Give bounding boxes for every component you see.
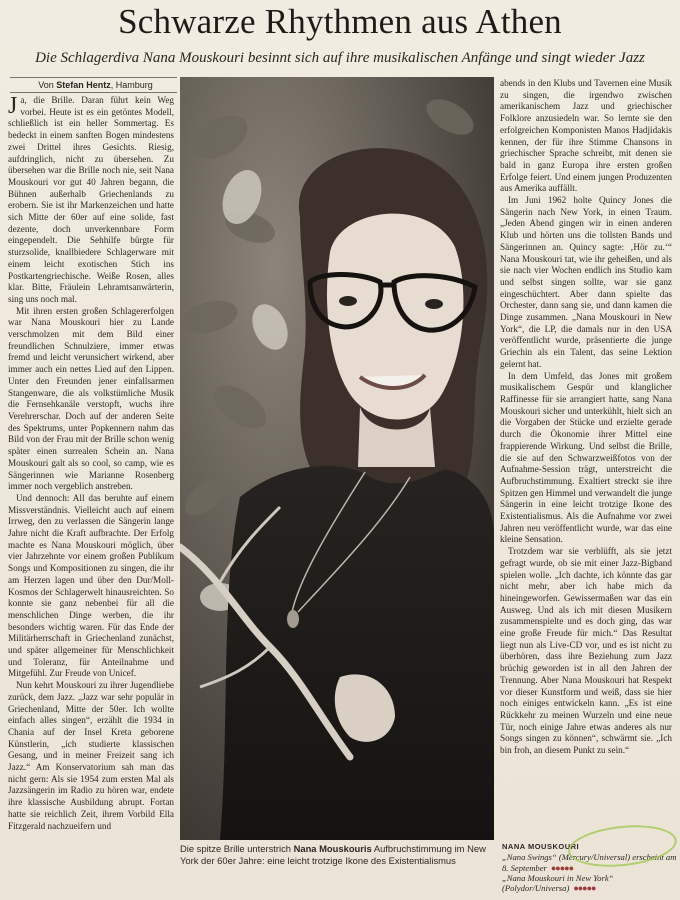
paragraph: Und dennoch: All das beruhte auf einem Missverständnis. Vielleicht auch auf einem Irrweg, den zu verlassen die Sängerin lange Jahre nicht die Kraft aufbrachte. Der Erfolg machte es Nana Mouskouri möglich, über vier Jahrzehnte vor einem großen Publikum Songs und Kompositionen zu singen, die ihr am Herzen lagen und über den Dur/Moll-Kosmos der Schlagerwelt hinausreichten. So konnte sie ganz nebenbei für all die menschlichen Dinge werben, die ihr besonders wichtig waren. Für das Ende der Militärherrschaft in Griechenland zunächst, und später allgemeiner für Menschlichkeit und Toleranz, für Anteilnahme und Mitgefühl. Zur Freude von Unicef.: [8, 492, 174, 679]
paragraph: abends in den Klubs und Tavernen eine Musik zu singen, die irgendwo zwischen amerikanischem Jazz und griechischer Folklore anzusiedeln war. So lernte sie den erfolgreichen Komponisten Manos Hadjidakis kennen, der für ihre Stimme Chansons in griechischer Sprache schreibt, mit denen sie bald in ganz Europa ihre ersten großen Erfolge feiert. Und einem jungen Produzenten aus Amerika auffällt.: [500, 78, 672, 194]
byline-prefix: Von: [38, 80, 54, 90]
article-photo: [180, 77, 494, 840]
byline-author: Stefan Hentz: [56, 80, 111, 90]
paragraph: In dem Umfeld, das Jones mit großem musikalischem Gespür und klanglicher Raffinesse für sie arrangiert hatte, sang Nana Mouskouri sicher und unterkühlt, hielt sich an die Vorgaben der Stücke und erzielte gerade durch die Ökonomie ihrer Mittel eine frappierende Wirkung. Und selbst die Brille, die sie auf den Schwarzweißfotos von der Aufnahme-Session trägt, unterstreicht die Aufbruchstimmung. Exaltiert streckt sie ihre Spitzen gen Himmel und verwandelt die junge Sängerin in eine leicht trotzige Ikone des Existentialismus. Als die Aufnahme vor zwei Jahren neu veröffentlicht wurde, war das eine kleine Sensation.: [500, 370, 672, 545]
article-subhead: Die Schlagerdiva Nana Mouskouri besinnt sich auf ihre musikalischen Anfänge und singt wieder Jazz: [35, 50, 645, 66]
caption-text: Die spitze Brille unterstrich: [180, 843, 294, 854]
drop-cap: J: [8, 95, 18, 119]
rating-dots: ●●●●●: [550, 862, 574, 873]
paragraph: Im Juni 1962 holte Quincy Jones die Sängerin nach New York, in einen Traum. „Jeden Abend gingen wir in einen anderen Klub und hörten uns die tollsten Bands und Sängerinnen an. Quincy sagte: ‚Hör zu.‘“ Nana Mouskouri tat, wie ihr geheißen, und als sie nach vier Wochen endlich ins Studio kam und selbst singen sollte, war sie ganz eingeschüchtert. Aber dann spielte das Orchester, dann sang sie, und dann kamen die Dinge zusammen. „Nana Mouskouri in New York“, die LP, die damals nur in den USA veröffentlicht wurde, präsentierte die junge Griechin als ein Talent, das seine Lektion gelernt hat.: [500, 195, 672, 369]
photo-credit: [478, 818, 484, 820]
article-column-left: [8, 95, 174, 895]
caption-name: Nana Mouskouris: [293, 843, 372, 854]
infobox-label: NANA MOUSKOURI: [502, 842, 580, 851]
rating-dots: ●●●●●: [573, 883, 596, 894]
portrait-photo-illustration: [180, 77, 494, 840]
release-text: „Nana Mouskouri in New York“ (Polydor/Universa): [502, 872, 614, 894]
article-column-right: [500, 78, 672, 838]
byline-place: , Hamburg: [110, 80, 153, 90]
release-line-2: [502, 873, 678, 894]
paragraph: Mit ihren ersten großen Schlagererfolgen war Nana Mouskouri hier zu Lande verschmolzen mit dem Bild einer freundlichen Schnulziere, immer etwas fremd und leicht verunsichert wirkend, aber immer auch ein nettes Lied auf den Lippen. Unter den Freunden jener einfallsarmen Stangenware, die als volkstümliche Musik die Fernsehkanäle verstopft, wuchs ihre Verehrerschar. Doch auf der anderen Seite des Spektrums, unter Popkennern nahm das Bild von der Frau mit der Brille schon wenig später einen surrealen Schein an. Nana Mouskouri galt als so cool, so camp, wie es Sängerinnen wie Marianne Rosenberg immer noch vergeblich anstreben.: [8, 305, 174, 492]
paragraph: Trotzdem war sie verblüfft, als sie jetzt gefragt wurde, ob sie mit einer Jazz-Bigband spielen wolle. „Ich dachte, ich könnte das gar nicht mehr, aber ich habe mich da hineingeworfen. Gewissermaßen war das ein Ausweg. Und als ich mit diesen Musikern zusammenspielte und es doch ging, das war eine große Freude für mich.“ Das Resultat liegt nun als Live-CD vor, und es ist nicht zu überhören, dass ihre Beziehung zum Jazz brüchig geworden ist in all den Jahren der Trennung. Aber Nana Mouskouri hat Respekt vor dieser Kunstform und weiß, dass sie hier noch einiges entwickeln kann. „Es ist eine Rückkehr zu meinen Wurzeln und eine neue Tür, noch einige Jahre etwas anderes als nur Songs singen zu können“, schwärmt sie. „Ich bin froh, an diesem Punkt zu sein.“: [500, 546, 672, 756]
article-headline: Schwarze Rhythmen aus Athen: [118, 2, 562, 41]
photo-caption: [180, 843, 494, 866]
release-text: „Nana Swings“ (Mercury/Universal) erscheint am 8. September: [502, 852, 677, 873]
caption-text: Aufbruchstimmung im New York der 60er Jahre: eine leicht trotzige Ikone des Existentialismus: [180, 843, 486, 866]
paragraph-text: a, die Brille. Daran führt kein Weg vorbei. Heute ist es ein getöntes Modell, schließlich ist ein heller Sommertag. Es bedeckt in einem sanften Bogen mindestens zwei Drittel ihres Gesichts. Riesig, aufdringlich, nicht zu übersehen. Zu übersehen war die Brille noch nie, seit Nana Mouskouri vor gut 40 Jahren begann, die Bühnen außerhalb Griechenlands zu erobern. Sie ist ihr Markenzeichen und hatte sich Mitte der 60er auf eine solide, fast dezente, doch unverkennbare Form eingependelt. Die Sehhilfe bürgte für sturzsolide, knallbiedere Schlagerware mit einem leicht exotischen Stich ins Postkartengriechische. Weiße Rosen, alles klar. Bitte, Fräulein Lehramtsanwärterin, sing uns noch mal.: [8, 95, 174, 304]
byline: [10, 77, 177, 93]
paragraph: Nun kehrt Mouskouri zu ihrer Jugendliebe zurück, dem Jazz. „Jazz war sehr populär in Griechenland, Mitte der 50er. Ich wollte einfach alles singen“, erzählt die 1934 in Chania auf der Insel Kreta geborene Künstlerin, „ich studierte klassischen Gesang, und in meiner Freizeit sang ich Jazz.“ Am Konservatorium sah man das nicht gern: Als sie 1954 zum ersten Mal als Jazzsängerin im Radio zu hören war, endete ihre klassische Ausbildung abrupt. Fortan hatte sie reichlich Zeit, ihrem Vorbild Ella Fitzgerald nachzueifern und: [8, 680, 174, 831]
paragraph: [8, 95, 174, 306]
